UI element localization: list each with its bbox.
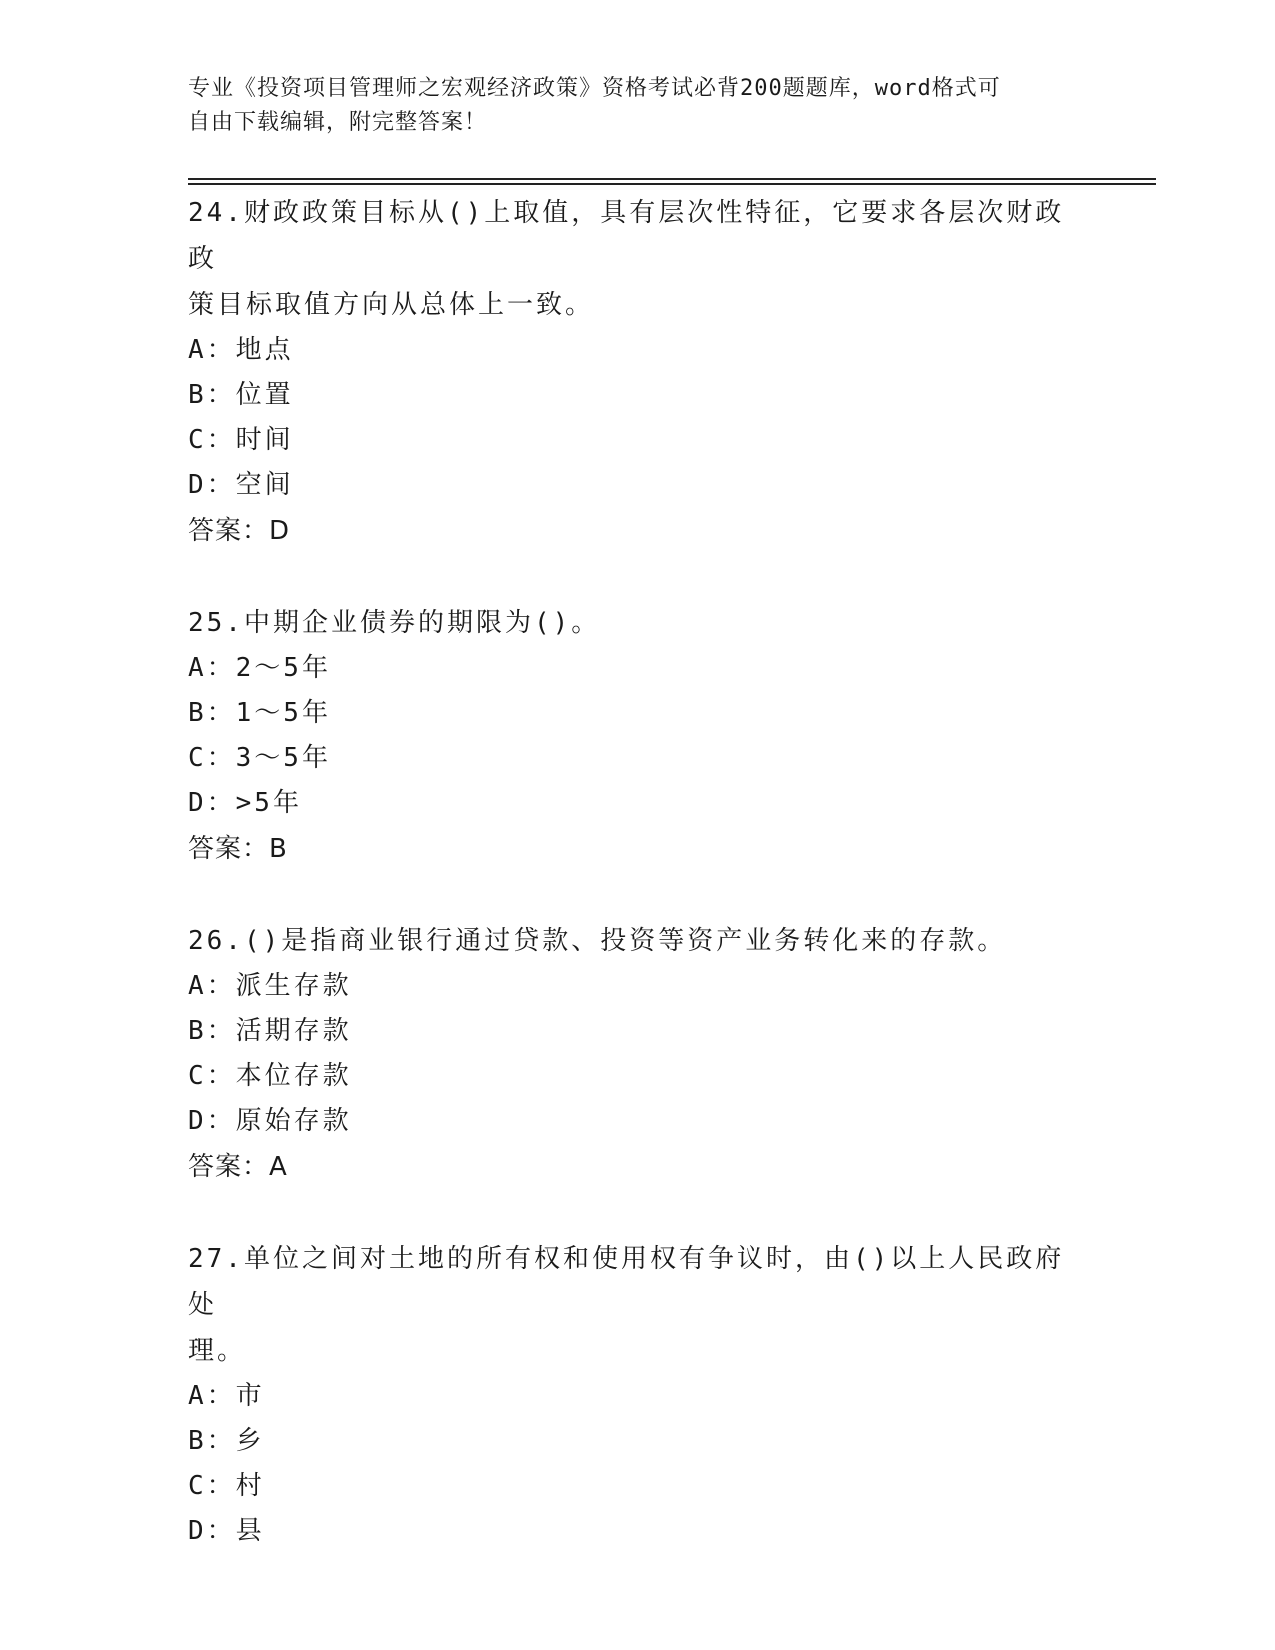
option-a: A：市 <box>188 1381 265 1411</box>
header-line-1: 专业《投资项目管理师之宏观经济政策》资格考试必背200题题库，word格式可 <box>188 76 1001 101</box>
question-27 <box>188 1236 1088 1554</box>
question-stem-line: 理。 <box>188 1336 247 1366</box>
question-stem-line: 24.财政政策目标从()上取值，具有层次性特征，它要求各层次财政政 <box>188 198 1065 274</box>
option-a: A：2～5年 <box>188 653 331 683</box>
option-c: C：本位存款 <box>188 1061 352 1091</box>
option-b: B：位置 <box>188 380 294 410</box>
answer: 答案：D <box>188 516 291 546</box>
question-stem <box>188 1236 1088 1374</box>
question-stem-line: 27.单位之间对土地的所有权和使用权有争议时，由()以上人民政府处 <box>188 1244 1065 1320</box>
option-d: D：原始存款 <box>188 1106 352 1136</box>
option-c: C：时间 <box>188 425 294 455</box>
option-a: A：派生存款 <box>188 971 352 1001</box>
question-stem <box>188 190 1088 328</box>
header-line-2: 自由下载编辑，附完整答案！ <box>188 110 488 135</box>
question-26 <box>188 918 1088 1190</box>
question-stem-line: 策目标取值方向从总体上一致。 <box>188 290 595 320</box>
question-stem <box>188 918 1088 964</box>
option-b: B：1～5年 <box>188 698 331 728</box>
question-24 <box>188 190 1088 554</box>
option-c: C：村 <box>188 1471 265 1501</box>
answer: 答案：A <box>188 1152 288 1182</box>
question-stem-line: 25.中期企业债券的期限为()。 <box>188 608 601 638</box>
header-divider-top <box>188 178 1156 180</box>
option-d: D：县 <box>188 1516 265 1546</box>
option-d: D：空间 <box>188 470 294 500</box>
answer: 答案：B <box>188 834 288 864</box>
option-d: D：>5年 <box>188 788 302 818</box>
header-divider-bottom <box>188 183 1156 185</box>
document-header <box>188 72 1068 140</box>
question-list <box>188 190 1088 1600</box>
question-25 <box>188 600 1088 872</box>
question-stem <box>188 600 1088 646</box>
option-a: A：地点 <box>188 335 294 365</box>
option-c: C：3～5年 <box>188 743 331 773</box>
option-b: B：活期存款 <box>188 1016 352 1046</box>
question-stem-line: 26.()是指商业银行通过贷款、投资等资产业务转化来的存款。 <box>188 926 1007 956</box>
option-b: B：乡 <box>188 1426 265 1456</box>
